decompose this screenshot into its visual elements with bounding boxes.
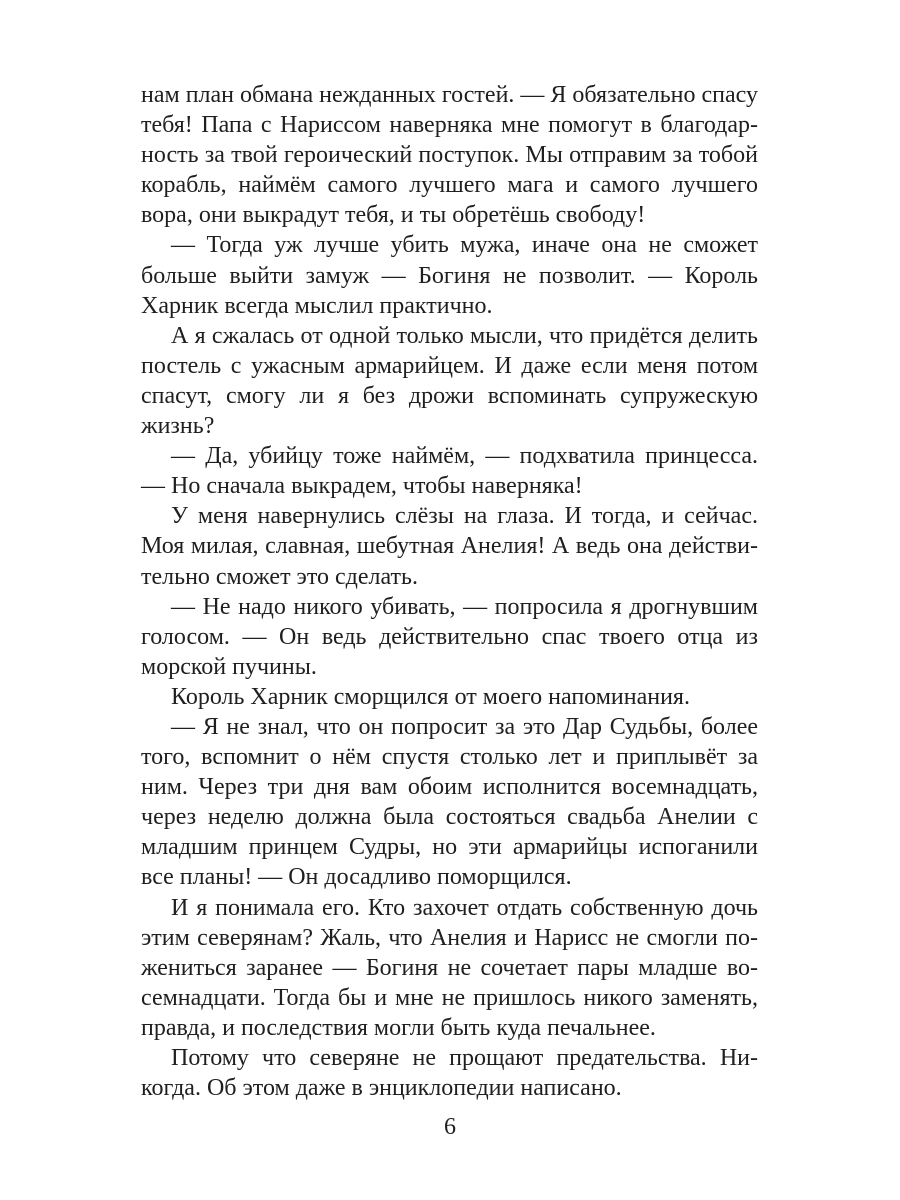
paragraph-2: — Тогда уж лучше убить мужа, иначе она не сможет больше выйти замуж — Богиня не позволит. — Король Харник всегда мыслил практично. [141,232,758,319]
paragraph-5: У меня навернулись слёзы на глаза. И тогда, и сейчас. Моя милая, славная, шебутная Анелия! А ведь она действительно сможет это сделать. [141,503,758,590]
page-number: 6 [444,1114,456,1140]
paragraph-8: — Я не знал, что он попросит за это Дар Судьбы, более того, вспомнит о нём спустя столько лет и приплывёт за ним. Через три дня вам обоим исполнится восемнадцать, через неделю должна была состояться свадьба Анелии с младшим принцем Судры, но эти армарийцы испоганили все планы! — Он досадливо поморщился. [141,713,758,891]
text-column [141,80,758,1103]
paragraph-6: — Не надо никого убивать, — попросила я дрогнувшим голосом. — Он ведь действительно спас твоего отца из морской пучины. [141,593,758,680]
paragraph-1: нам план обмана нежданных гостей. — Я обязательно спасу тебя! Папа с Нариссом наверняка мне помогут в благодарность за твой героический поступок. Мы отправим за тобой корабль, наймём самого лучшего мага и самого лучшего вора, они выкрадут тебя, и ты обретёшь свободу! [141,82,758,229]
paragraph-3: А я сжалась от одной только мысли, что придётся делить постель с ужасным армарийцем. И даже если меня потом спасут, смогу ли я без дрожи вспоминать супружескую жизнь? [141,322,758,440]
paragraph-4: — Да, убийцу тоже наймём, — подхватила принцесса. — Но сначала выкрадем, чтобы наверняка! [141,443,758,500]
paragraph-10: Потому что северяне не прощают предательства. Никогда. Об этом даже в энциклопедии написано. [141,1045,758,1102]
paragraph-9: И я понимала его. Кто захочет отдать собственную дочь этим северянам? Жаль, что Анелия и Нарисс не смогли пожениться заранее — Богиня не сочетает пары младше восемнадцати. Тогда бы и мне не пришлось никого заменять, правда, и последствия могли быть куда печальнее. [141,894,758,1041]
paragraph-7: Король Харник сморщился от моего напоминания. [171,683,690,710]
